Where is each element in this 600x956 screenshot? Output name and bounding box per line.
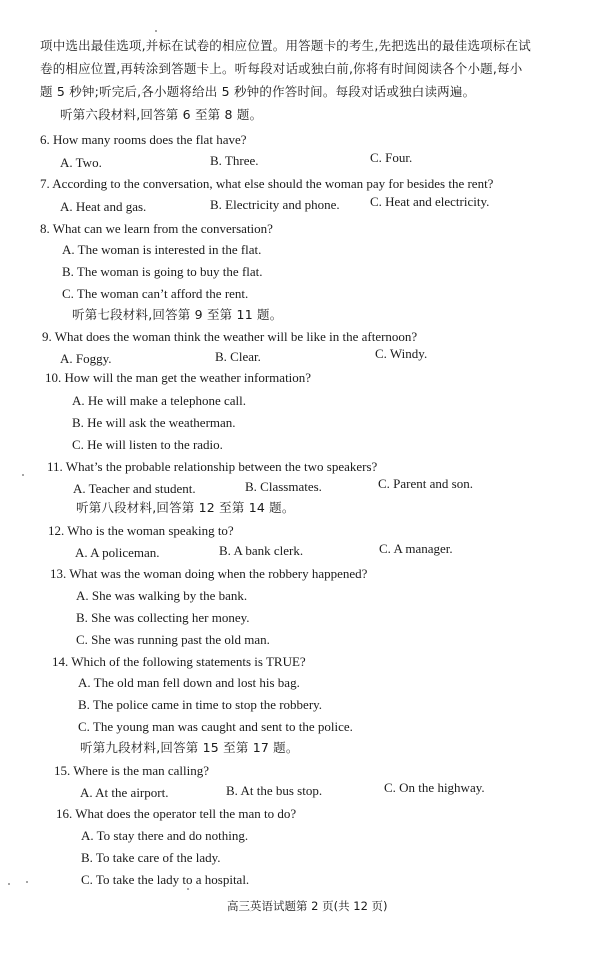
option-a: A. Teacher and student. (73, 481, 196, 496)
question-12 (48, 523, 234, 539)
instruction-line: 项中选出最佳选项,并标在试卷的相应位置。用答题卡的考生,先把选出的最佳选项标在试 (40, 38, 531, 53)
question-number: 7. (40, 176, 50, 191)
option-a: A. Heat and gas. (60, 199, 147, 214)
option-c: C. Parent and son. (378, 476, 473, 491)
question-number: 8. (40, 221, 50, 236)
option-a: A. The old man fell down and lost his bag. (78, 675, 300, 690)
question-text: How many rooms does the flat have? (53, 132, 247, 147)
question-8 (40, 221, 273, 237)
instruction-line: 卷的相应位置,再转涂到答题卡上。听每段对话或独白前,你将有时间阅读各个小题,每小 (40, 61, 523, 76)
scan-speck (187, 888, 189, 890)
question-9 (42, 329, 417, 345)
question-text: What’s the probable relationship between the two speakers? (65, 459, 378, 474)
question-10 (45, 370, 311, 386)
question-number: 10. (45, 370, 62, 385)
option-c: C. She was running past the old man. (76, 632, 270, 647)
option-c: C. To take the lady to a hospital. (81, 872, 250, 887)
question-15 (54, 763, 209, 779)
question-text: According to the conversation, what else should the woman pay for besides the rent? (52, 176, 494, 191)
option-c: C. Windy. (375, 346, 428, 361)
question-number: 16. (56, 806, 73, 821)
option-b: B. The woman is going to buy the flat. (62, 264, 263, 279)
question-number: 12. (48, 523, 65, 538)
section-heading: 听第九段材料,回答第 15 至第 17 题。 (80, 740, 299, 755)
option-b: B. At the bus stop. (226, 783, 323, 798)
option-c: C. The woman can’t afford the rent. (62, 286, 249, 301)
question-14 (52, 654, 306, 670)
option-a: A. Two. (60, 155, 102, 170)
question-11 (47, 459, 377, 475)
question-number: 6. (40, 132, 50, 147)
option-b: B. Clear. (215, 349, 261, 364)
option-a: A. A policeman. (75, 545, 160, 560)
option-c: C. Four. (370, 150, 413, 165)
question-16 (56, 806, 296, 822)
instruction-line: 题 5 秒钟;听完后,各小题将给出 5 秒钟的作答时间。每段对话或独白读两遍。 (40, 84, 476, 99)
option-c: C. He will listen to the radio. (72, 437, 223, 452)
option-a: A. To stay there and do nothing. (81, 828, 249, 843)
question-number: 11. (47, 459, 63, 474)
question-number: 13. (50, 566, 67, 581)
option-c: C. Heat and electricity. (370, 194, 490, 209)
question-text: What can we learn from the conversation? (52, 221, 273, 236)
option-a: A. The woman is interested in the flat. (62, 242, 262, 257)
option-b: B. To take care of the lady. (81, 850, 221, 865)
question-text: What does the operator tell the man to do? (75, 806, 297, 821)
question-13 (50, 566, 367, 582)
option-a: A. He will make a telephone call. (72, 393, 246, 408)
option-b: B. The police came in time to stop the robbery. (78, 697, 323, 712)
question-text: Who is the woman speaking to? (67, 523, 234, 538)
scan-speck (22, 474, 24, 476)
page-footer: 高三英语试题第 2 页(共 12 页) (227, 899, 388, 913)
option-a: A. At the airport. (80, 785, 169, 800)
option-a: A. She was walking by the bank. (76, 588, 248, 603)
option-a: A. Foggy. (60, 351, 112, 366)
section-heading: 听第六段材料,回答第 6 至第 8 题。 (60, 107, 263, 122)
scan-speck (155, 30, 157, 32)
option-c: C. A manager. (379, 541, 453, 556)
section-heading: 听第七段材料,回答第 9 至第 11 题。 (72, 307, 283, 322)
question-text: What does the woman think the weather will be like in the afternoon? (54, 329, 418, 344)
option-b: B. Classmates. (245, 479, 322, 494)
question-text: Which of the following statements is TRUE? (71, 654, 306, 669)
question-6 (40, 132, 247, 148)
scan-speck (8, 883, 10, 885)
option-b: B. A bank clerk. (219, 543, 304, 558)
scan-speck (26, 881, 28, 883)
option-c: C. The young man was caught and sent to the police. (78, 719, 353, 734)
question-number: 14. (52, 654, 69, 669)
question-number: 15. (54, 763, 71, 778)
question-text: What was the woman doing when the robbery happened? (69, 566, 368, 581)
option-c: C. On the highway. (384, 780, 485, 795)
option-b: B. Electricity and phone. (210, 197, 340, 212)
option-b: B. Three. (210, 153, 259, 168)
question-7 (40, 176, 493, 192)
option-b: B. She was collecting her money. (76, 610, 250, 625)
question-number: 9. (42, 329, 52, 344)
question-text: How will the man get the weather information? (64, 370, 312, 385)
section-heading: 听第八段材料,回答第 12 至第 14 题。 (76, 500, 295, 515)
option-b: B. He will ask the weatherman. (72, 415, 236, 430)
question-text: Where is the man calling? (73, 763, 209, 778)
